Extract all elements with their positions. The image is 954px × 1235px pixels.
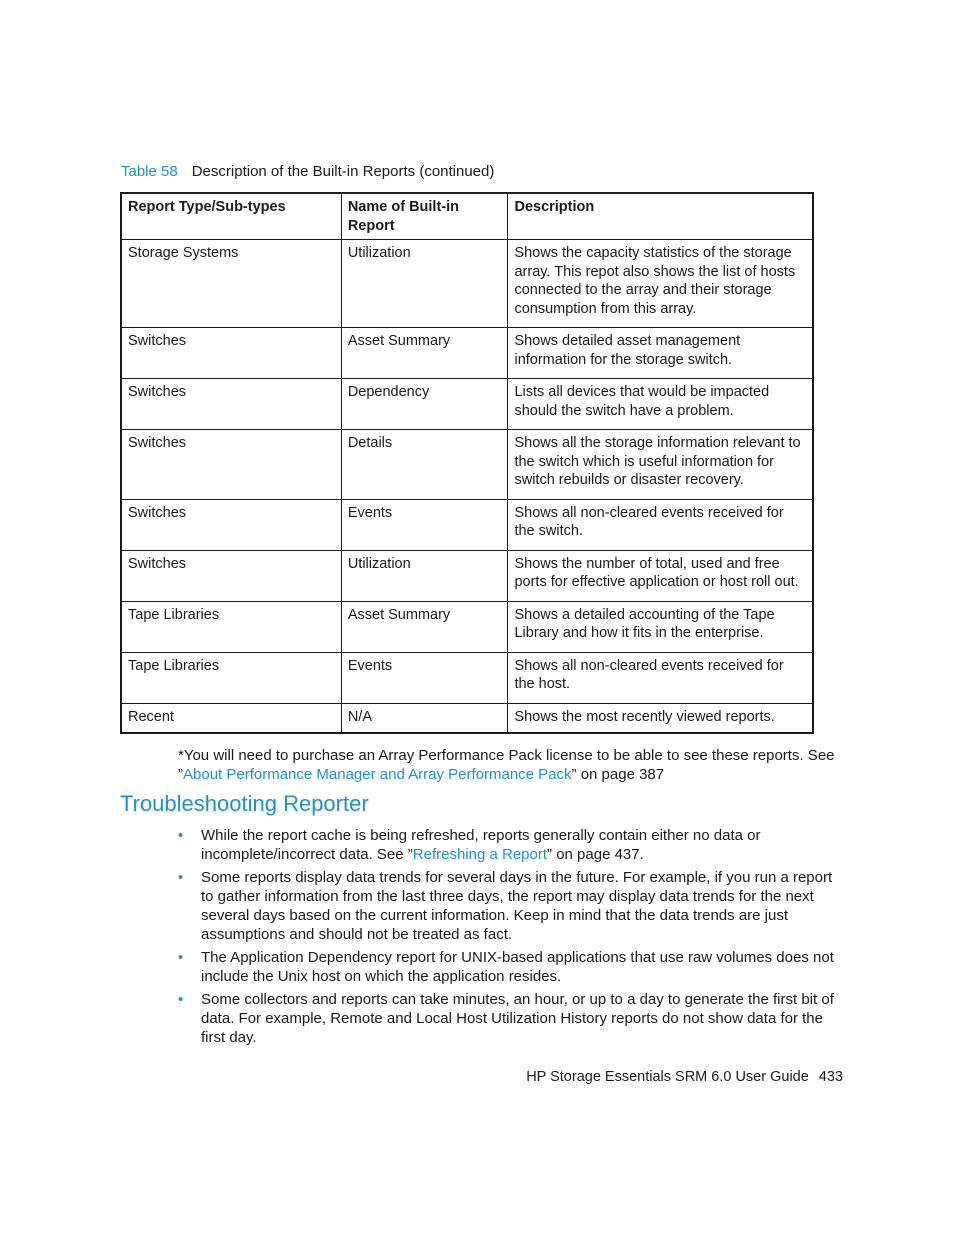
bullet-icon: • (178, 991, 184, 1008)
cell-description: Shows detailed asset management information for the storage switch. (508, 328, 813, 379)
cell-report-name: N/A (341, 703, 508, 733)
table-number: Table 58 (121, 163, 178, 180)
table-title: Description of the Built-in Reports (continued) (191, 163, 495, 180)
cell-report-name: Utilization (341, 550, 508, 601)
table-header-row (121, 193, 813, 240)
cell-report-name: Utilization (341, 240, 508, 328)
cell-report-type: Storage Systems (121, 240, 341, 328)
table-row (121, 652, 813, 703)
footer-title: HP Storage Essentials SRM 6.0 User Guide (526, 1069, 809, 1085)
cell-report-name: Events (341, 652, 508, 703)
cell-description: Shows the capacity statistics of the storage array. This repot also shows the list of hosts connected to the array and their storage consumption from this array. (508, 240, 813, 328)
cell-description: Shows all non-cleared events received for the host. (508, 652, 813, 703)
cell-description: Shows a detailed accounting of the Tape Library and how it fits in the enterprise. (508, 601, 813, 652)
performance-pack-link[interactable]: About Performance Manager and Array Performance Pack (183, 766, 572, 783)
column-header-report-type: Report Type/Sub-types (121, 193, 341, 240)
table-row (121, 601, 813, 652)
bullet-page-ref: ” on page 437. (547, 846, 644, 863)
column-header-report-name: Name of Built-in Report (341, 193, 508, 240)
bullet-icon: • (178, 869, 184, 886)
bullet-icon: • (178, 949, 184, 966)
cell-report-type: Switches (121, 430, 341, 500)
list-item (178, 990, 840, 1047)
section-heading: Troubleshooting Reporter (120, 791, 369, 816)
cell-report-name: Dependency (341, 379, 508, 430)
cell-report-name: Asset Summary (341, 328, 508, 379)
cell-description: Shows all the storage information relevant to the switch which is useful information for switch rebuilds or disaster recovery. (508, 430, 813, 500)
cell-description: Shows all non-cleared events received for the switch. (508, 499, 813, 550)
cell-description: Lists all devices that would be impacted should the switch have a problem. (508, 379, 813, 430)
cell-report-type: Tape Libraries (121, 652, 341, 703)
license-note (178, 746, 843, 784)
table-row (121, 703, 813, 733)
column-header-description: Description (508, 193, 813, 240)
table-row (121, 499, 813, 550)
list-item (178, 948, 840, 986)
table-row (121, 379, 813, 430)
table-caption (121, 162, 494, 182)
bullet-text: Some reports display data trends for several days in the future. For example, if you run a report to gather information from the last three days, the report may display data trends for the next several days based on the current information. Keep in mind that the data trends are just assumptions and should not be treated as fact. (201, 869, 833, 943)
cell-description: Shows the number of total, used and free ports for effective application or host roll out. (508, 550, 813, 601)
list-item (178, 826, 840, 864)
built-in-reports-table (120, 192, 814, 734)
cell-report-name: Details (341, 430, 508, 500)
page-number: 433 (818, 1069, 843, 1085)
bullet-text: The Application Dependency report for UNIX-based applications that use raw volumes does not include the Unix host on which the application resides. (201, 949, 834, 985)
cell-description: Shows the most recently viewed reports. (508, 703, 813, 733)
bullet-icon: • (178, 827, 184, 844)
cell-report-type: Tape Libraries (121, 601, 341, 652)
bullet-text: While the report cache is being refreshed, reports generally contain either no data or incomplete/incorrect data. See ” (201, 827, 761, 863)
cell-report-type: Switches (121, 328, 341, 379)
list-item (178, 868, 840, 944)
cell-report-name: Asset Summary (341, 601, 508, 652)
table-row (121, 550, 813, 601)
refreshing-report-link[interactable]: Refreshing a Report (412, 846, 548, 863)
page-footer (526, 1067, 843, 1087)
cell-report-type: Switches (121, 550, 341, 601)
cell-report-type: Switches (121, 499, 341, 550)
troubleshooting-list (178, 826, 840, 1051)
cell-report-type: Switches (121, 379, 341, 430)
table-row (121, 328, 813, 379)
bullet-text: Some collectors and reports can take minutes, an hour, or up to a day to generate the first bit of data. For example, Remote and Local Host Utilization History reports do not show data for the first day. (201, 991, 834, 1046)
table-row (121, 240, 813, 328)
cell-report-type: Recent (121, 703, 341, 733)
note-text: *You will need to purchase an Array Performance Pack license to be able to see these reports. See ” (178, 747, 835, 783)
table-row (121, 430, 813, 500)
note-page-ref: ” on page 387 (571, 766, 665, 783)
cell-report-name: Events (341, 499, 508, 550)
